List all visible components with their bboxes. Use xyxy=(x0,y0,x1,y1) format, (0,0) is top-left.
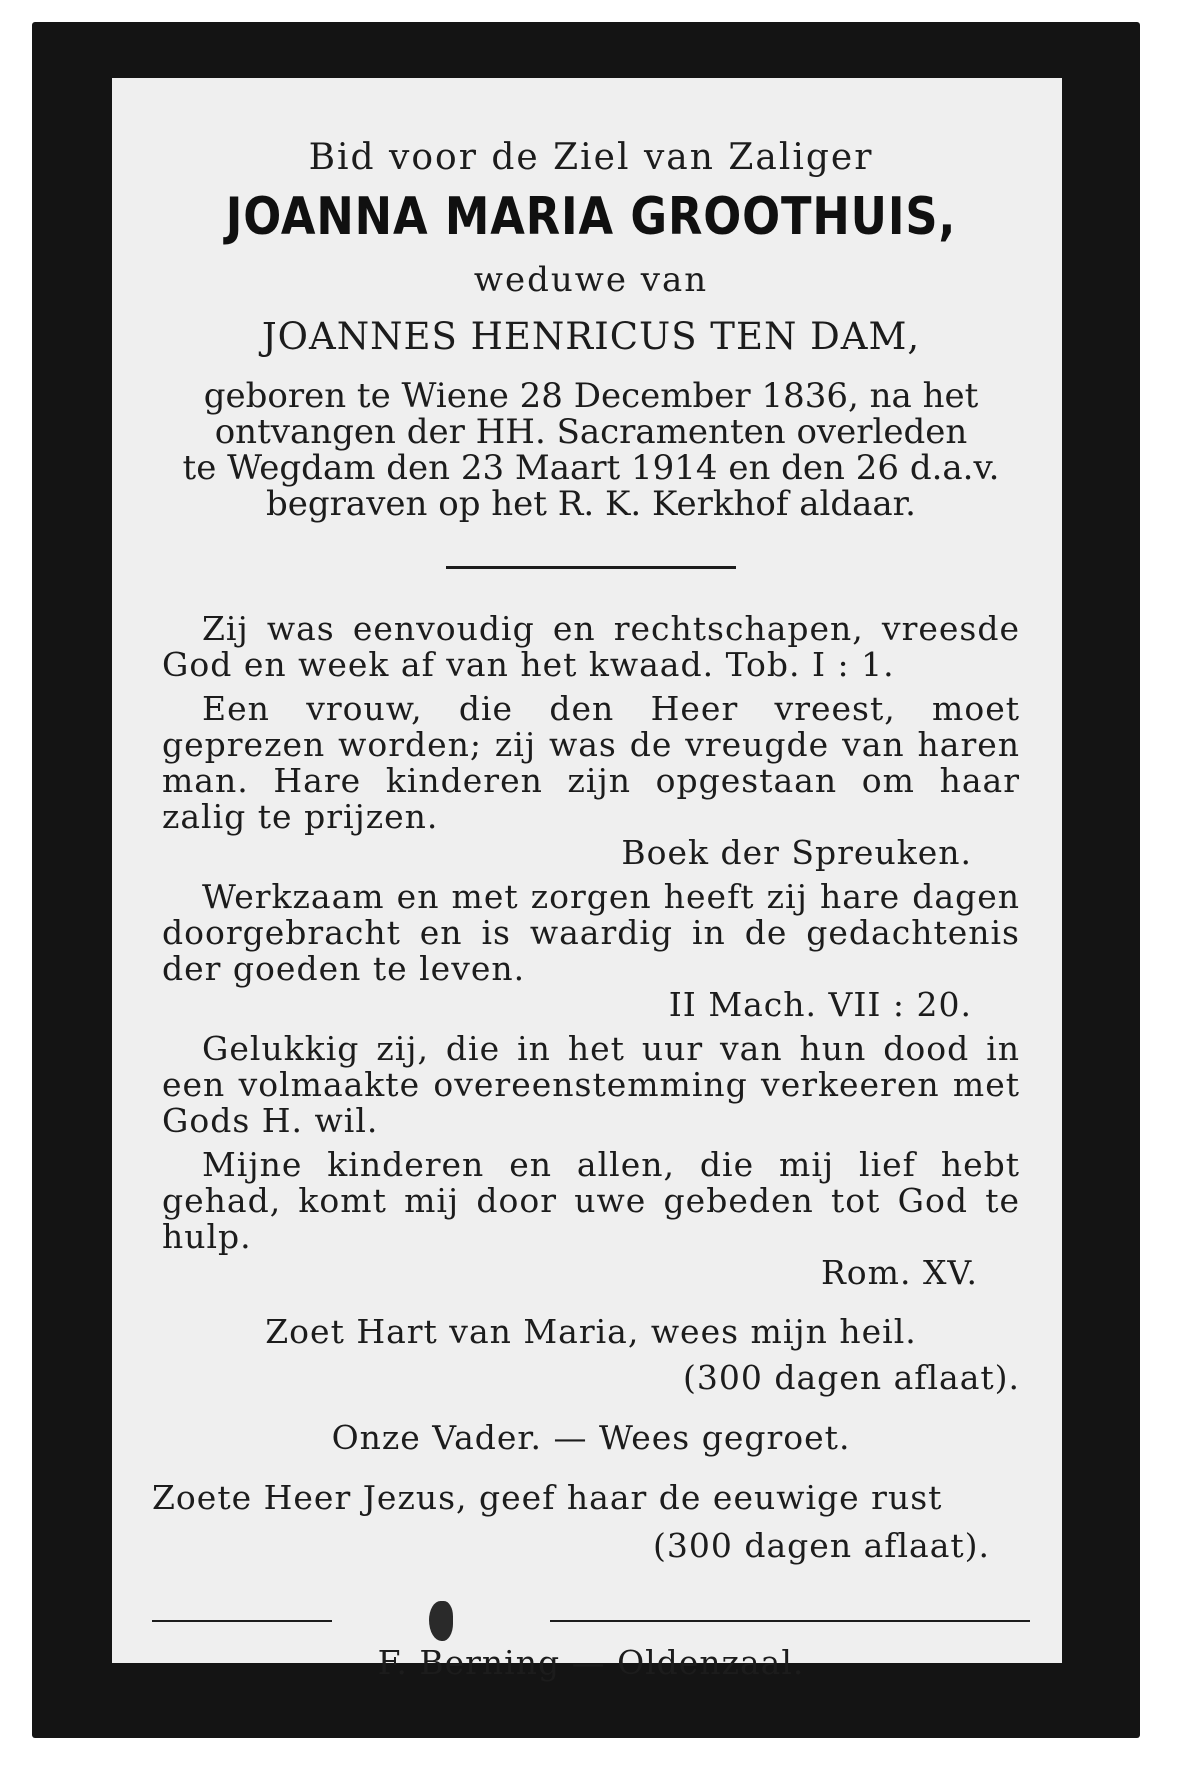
verse-reference: II Mach. VII : 20. xyxy=(668,985,972,1024)
verse-text: Zij was eenvoudig en rechtschapen, vreesde God en week af van het kwaad. Tob. I : 1. xyxy=(162,609,1020,684)
indulgence-note: (300 dagen aflaat). xyxy=(683,1358,1020,1397)
bio-line: begraven op het R. K. Kerkhof aldaar. xyxy=(266,484,916,524)
verse-text: Een vrouw, die den Heer vreest, moet geprezen worden; zij was de vreugde van haren man. Hare kinderen zijn opgestaan om haar zalig te prijzen. xyxy=(162,689,1020,836)
spouse-name: JOANNES HENRICUS TEN DAM, xyxy=(261,315,921,358)
footer-rule xyxy=(152,1601,1030,1641)
verse-text: Mijne kinderen en allen, die mij lief hebt gehad, komt mij door uwe gebeden tot God te hulp. xyxy=(162,1145,1020,1256)
card-header: Bid voor de Ziel van Zaliger xyxy=(308,137,874,178)
verse-text: Gelukkig zij, die in het uur van hun dood in een volmaakte overeenstemming verkeeren met Gods H. wil. xyxy=(162,1029,1020,1140)
verse-text: Werkzaam en met zorgen heeft zij hare dagen doorgebracht en is waardig in de gedachtenis der goeden te leven. xyxy=(162,877,1020,988)
bio-line: ontvangen der HH. Sacramenten overleden xyxy=(214,412,968,452)
mourning-card xyxy=(112,78,1062,1682)
footer-rule-right xyxy=(550,1620,1030,1622)
verse-reference: Rom. XV. xyxy=(820,1253,978,1292)
biography xyxy=(162,378,1020,522)
footer-rule-left xyxy=(152,1620,332,1622)
widow-of-line: weduwe van xyxy=(473,260,709,300)
ink-blot xyxy=(429,1601,453,1641)
indulgence-note: (300 dagen aflaat). xyxy=(653,1526,990,1565)
deceased-name: JOANNA MARIA GROOTHUIS, xyxy=(225,187,957,247)
scripture-verses xyxy=(162,611,1020,1291)
prayer-eternal-rest: Zoete Heer Jezus, geef haar de eeuwige rust xyxy=(152,1478,943,1517)
prayer-our-father: Onze Vader. — Wees gegroet. xyxy=(331,1418,851,1457)
prayer-sacred-heart: Zoet Hart van Maria, wees mijn heil. xyxy=(265,1312,917,1351)
verse-reference: Boek der Spreuken. xyxy=(621,833,972,872)
printer-credit: F. Berning — Oldenzaal. xyxy=(377,1643,805,1682)
section-divider xyxy=(446,566,736,569)
bio-line: te Wegdam den 23 Maart 1914 en den 26 d.a.v. xyxy=(182,448,1000,488)
bio-line: geboren te Wiene 28 December 1836, na het xyxy=(203,376,979,416)
